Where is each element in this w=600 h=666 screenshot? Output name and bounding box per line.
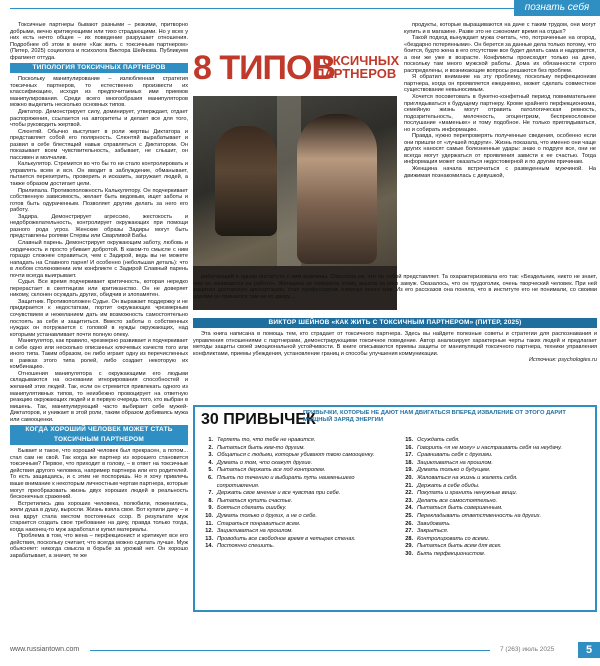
habit-item: 1. Терпеть то, что тебе не нравится. bbox=[208, 437, 316, 443]
middle-text bbox=[193, 274, 597, 314]
left-paragraph: Прилипала. Противоположность Калькулятору. Он подчеркивает собственную зависимость, желает быть ведомым, ищет заботы и готов быть одураченным. Позволяет другим делать за него его работу. bbox=[10, 187, 188, 214]
book-description: Эта книга написана в помощь тем, кто страдает от токсичного партнера. Здесь вы найдете полезные советы и стратегии для распознавания и управления отношениями с партнерами, демонстрирующими токсичное поведение. Автор анализирует характерные черты таких людей и предлагает методы защиты своей эмоциональной устойчивости. В книге описываются приемы защиты от манипуляций токсичного партнера, техники управления конфликтами, приемы убеждения, установление границ и способы улучшения коммуникации. bbox=[193, 331, 597, 357]
photo-man bbox=[215, 126, 277, 236]
habit-item: 17. Сравнивать себя с другими. bbox=[405, 452, 493, 459]
habit-item: 2. Пытаться быть кем-то другим. bbox=[208, 444, 305, 451]
habit-item: 19. Думать только о будущем. bbox=[405, 467, 491, 474]
habit-item: 21. Держать в себе обиды. bbox=[405, 482, 480, 489]
left-paragraph: Задира. Демонстрирует агрессию, жестокость и недоброжелательность, контролирует окружающих при помощи разного рода угроз. Женские образы Задиры могут быть представлены ролями Стервы или Сварливой Бабы. bbox=[10, 213, 188, 240]
left-paragraph: Бывает и такое, что хороший человек был прекрасен, а потом... стал сам не свой. Так когда же партнер из хорошего становится токсичным? Первое, что приходит в голову, – в ответ на токсичные действия другого человека, например партнера или его родителей. То есть защищаясь, и с этим не поспоришь. Но я хочу привлечь ваше внимание к некоторым личностным чертам партнера, которые могут преобразовать жизнь двух хороших людей в реальность бесконечных сражений. bbox=[10, 448, 188, 501]
habit-item: 5. Пытаться держать все под контролем. bbox=[208, 467, 326, 474]
habit-item: 25. Перекладывать ответственность на других. bbox=[405, 512, 542, 519]
right-column bbox=[404, 22, 596, 272]
good-person-heading: КОГДА ХОРОШИЙ ЧЕЛОВЕК МОЖЕТ СТАТЬ ТОКСИЧНЫМ ПАРТНЕРОМ bbox=[10, 425, 188, 445]
article-headline bbox=[193, 48, 398, 92]
habit-item: 30. Быть перфекционистом. bbox=[405, 550, 486, 557]
habits-list-left bbox=[199, 437, 395, 551]
habit-item: 10. Думать только о других, а не о себе. bbox=[205, 512, 317, 519]
habits-title: 30 ПРИВЫЧЕК bbox=[201, 411, 316, 428]
top-rule bbox=[10, 8, 514, 9]
left-paragraph: Манипулятор, как правило, чрезмерно развивает и подчеркивает в себе одно или несколько описанных ключевых качеств того или иного типа. Таким образом, он либо играет одну из перечисленных в рамках этого типа ролей, либо создает некоторую их комбинацию. bbox=[10, 338, 188, 371]
right-paragraph: Такой подход вынуждает мужа считать, что, потраченные на огород, «бездарно потерянными». Он берется за данные дела только потому, что боится, будто жена в его отсутствие все будет делать сама и надорвется, а они же уже в возрасте. Конфликты происходят только на даче, поскольку там много мужской работы. Дома их обязанности строго распределены, и возникающие вопросы решаются без проблем. bbox=[404, 35, 596, 74]
left-paragraph: Встретились два хороших человека, полюбили, поженились, жили душа в душу, выросли. Жизнь взяла свое. Вот купили дачу – и она вдруг стала местом постоянных ссор. В результате муж старается создать свое требование на дачу, правда только тогда, когда наконец-то муж заработал и купил материалы. bbox=[10, 500, 188, 533]
photo-woman bbox=[297, 114, 377, 264]
section-label: познать себя bbox=[514, 0, 600, 16]
habit-item: 18. Зацикливаться на прошлом. bbox=[405, 459, 493, 466]
habit-item: 15. Осуждать себя. bbox=[405, 437, 460, 443]
book-info bbox=[193, 316, 597, 400]
habits-subtitle: ПРИВЫЧКИ, КОТОРЫЕ НЕ ДАЮТ НАМ ДВИГАТЬСЯ ВПЕРЕД ИЗВАЛЕНИЕ ОТ ЭТОГО ДАРИТ МОЩНЫЙ ЗАРЯД ЭНЕРГИИ bbox=[303, 410, 566, 423]
habit-item: 29. Пытаться быть всем для всех. bbox=[405, 543, 502, 550]
habit-item: 24. Пытаться быть совершенным. bbox=[405, 505, 503, 512]
habit-item: 23. Делать все самостоятельно. bbox=[405, 497, 498, 504]
habit-item: 8. Пытаться купить счастье. bbox=[208, 497, 293, 504]
habit-item: 7. Держать свое мнение и все чувства при себе. bbox=[208, 490, 341, 497]
right-paragraph: Правда, нужно перепроверять полученные сведения, особенно если они пришли от «лучшей подруги». Жизнь показала, что именно они чаще других наносят самые болезненные удары: знаю о подруге все, они не всегда могут удержаться от проявления зависти к ее счастью. Тогда информация может оказаться недостоверной и по другим причинам. bbox=[404, 133, 596, 166]
left-paragraph: Славный парень. Демонстрирует окружающим заботу, любовь и сердечность и просто убивает добротой. В каком-то смысле с ним гораздо сложнее справиться, чем с Задирой, ведь вы не можете нападать на Славного парня! И особенно (небольшая деталь): что в любом столкновении или конфликте с Задирой Славный парень почти всегда выигрывает. bbox=[10, 239, 188, 279]
habit-item: 13. Проводить все свободное время в четырех стенах. bbox=[205, 535, 356, 542]
right-paragraph: Женщина начала встречаться с разведенным мужчиной. На движимая познакомилась с девушкой, bbox=[404, 166, 596, 179]
habit-item: 9. Бояться сделать ошибку. bbox=[208, 505, 287, 512]
footer-rule bbox=[90, 650, 490, 651]
habit-item: 22. Покупать и хранить ненужные вещи. bbox=[405, 490, 518, 497]
habit-item: 3. Общаться с людьми, которые убивают твою самооценку. bbox=[208, 452, 375, 459]
left-paragraph: Проблема в том, что жена – перфекционист и критикует все его действия, поскольку считает, что всегда можно сделать лучше. Муж обьясняет: никогда смысла в борьбе за урожай нет. Он хорошо зарабатывает, а значит, те же bbox=[10, 533, 188, 560]
right-paragraph: Я обратил внимание на эту проблему, поскольку перфекционизм партнера, когда он проявляется ежедневно, может сделать совместное существование невыносимым. bbox=[404, 74, 596, 94]
left-column bbox=[10, 22, 188, 634]
right-paragraph: продукты, которые выращиваются на даче с таким трудом, они могут купить и в магазине. Разве это не сэкономит время на отдых? bbox=[404, 22, 596, 35]
footer-issue: 7 (263) июль 2025 bbox=[500, 646, 555, 653]
habit-item: 12. Зацикливаться на прошлом. bbox=[205, 528, 293, 535]
left-paragraph: Поскольку манипулирование – излюбленная стратегия токсичных партнеров, то естественно произвести их классификацию, исходя из предпочитаемых ими приемов манипулирования. Среди всего многообразия манипуляторов можно выделить несколько основных типов. bbox=[10, 76, 188, 109]
intro-paragraph: Токсичные партнеры бывают разными – резкими, притворно добрыми, вечно критикующими или тихо страдающими. Но у всех у них есть нечто общее – их поведение разрушает отношения. Подробнее об этом в книге «Как жить с токсичным партнером» (Питер, 2025) социолога и психолога Виктора Шейнова. Публикуем фрагмент оттуда. bbox=[10, 22, 188, 61]
footer-site-link[interactable]: www.russiantown.com bbox=[10, 646, 80, 653]
headline-big: 8 ТИПОВ bbox=[193, 49, 335, 87]
book-source: Источник: psychologies.ru bbox=[529, 357, 597, 364]
headline-small: ТОКСИЧНЫХ ПАРТНЕРОВ bbox=[315, 53, 400, 81]
mid-paragraph: работающей в одном институте с ним мужчины. Спросила ее, что он собой представляет. Та охарактеризовала его так: «Бездельник, никто не знает, чем он занимается на работе». Женщина не поверила этому, вышла за него замуж. Оказалось, что он трудоголик, очень творческий человек. При ней защитил докторскую диссертацию, стал профессором, написал много книг. Из его рассказов она поняла, что в институте его не понимали, со своими идеями он пришелся там не ко двору… bbox=[193, 274, 597, 300]
habit-item: 4. Думать о том, что скажут другие. bbox=[208, 459, 313, 466]
habit-item: 28. Контролировать со всеми. bbox=[405, 535, 490, 542]
left-paragraph: Защитник. Противоположен Судье. Он выражает поддержку и не придирается к недостаткам, портит окружающих чрезмерным сочувствием и нежеланием дать им возможность самостоятельно постоять за себя и защититься. Вместо заботы о собственных нуждах он погружается с головой в нужды окружающих, над которыми устанавливает почти полную опеку. bbox=[10, 298, 188, 338]
habits-box bbox=[193, 405, 597, 612]
habit-item: 26. Завидовать. bbox=[405, 520, 451, 527]
left-paragraph: Отношения манипулятора с окружающими его людьми складываются на основании игнорирования способностей и желаний этих людей. Так, если он стремится привлекать одного из манипулятивных типов, то неизбежно провоцирует на ответную реакцию окружающих людей и в первую очередь того, кто выбран в мишень. Так, манипулирующий часто выбирает себе мужей-Диктаторов, и унижает в этой роли, таким образом добиваясь мужа или самооценки. bbox=[10, 370, 188, 423]
left-paragraph: Судья. Все время подчеркивает критичность, которая нередко перерастает в скептицизм или критиканство. Он не доверяет никому, склонен осуждать других, обидчив и злопамятен. bbox=[10, 279, 188, 299]
habit-item: 11. Стараться понравиться всем. bbox=[205, 520, 301, 527]
habits-list-right bbox=[399, 437, 593, 559]
page-number: 5 bbox=[578, 642, 600, 658]
page-footer bbox=[0, 640, 600, 666]
habit-item: 14. Постоянно спешить. bbox=[205, 543, 275, 550]
habit-item: 27. Закрыться. bbox=[405, 528, 449, 535]
habit-item: 16. Говорить «я не могу» и настраивать себя на неудачу. bbox=[405, 444, 563, 451]
right-paragraph: Хочется посоветовать в букетно-конфетный период повнимательнее приглядываться к будущему партнеру. Кроме крайнего перфекционизма, семейную жизнь могут отравить патологическая ревность, подозрительность, мелочность, эгоцентризм, беспрекословное послушание «маменьке» и тому подобное. Не только приглядываться, но и собирать информацию. bbox=[404, 94, 596, 133]
habit-item: 20. Жаловаться на жизнь и жалеть себя. bbox=[405, 474, 518, 481]
typology-heading: ТИПОЛОГИЯ ТОКСИЧНЫХ ПАРТНЕРОВ bbox=[10, 63, 188, 73]
top-bar bbox=[0, 0, 600, 16]
left-paragraph: Калькулятор. Стремится во что бы то ни стало контролировать и управлять всем и вся. Он вводит в заблуждение, обманывает, пытается перехитрить, проверить и исказить, загружает людей, а также образом достигает цели. bbox=[10, 161, 188, 188]
book-heading: ВИКТОР ШЕЙНОВ «КАК ЖИТЬ С ТОКСИЧНЫМ ПАРТНЕРОМ» (ПИТЕР, 2025) bbox=[193, 318, 597, 328]
left-paragraph: Диктатор. Демонстрирует силу, доминирует, утверждает, отдает распоряжения, ссылается на авторитеты и делает все для того, чтобы руководить жертвой. bbox=[10, 109, 188, 129]
habit-item: 6. Плыть по течению и выбирать путь наименьшего сопротивления. bbox=[208, 474, 355, 489]
left-paragraph: Слюнтяй. Обычно выступает в роли жертвы Диктатора и представляет собой его полярность. Слюнтяй вырабатывает и развил в себе блестящий навык справляться с Диктатором. Он показывает всем чувствительность, забывает, не слышит, он пассивен и молчалив. bbox=[10, 128, 188, 161]
